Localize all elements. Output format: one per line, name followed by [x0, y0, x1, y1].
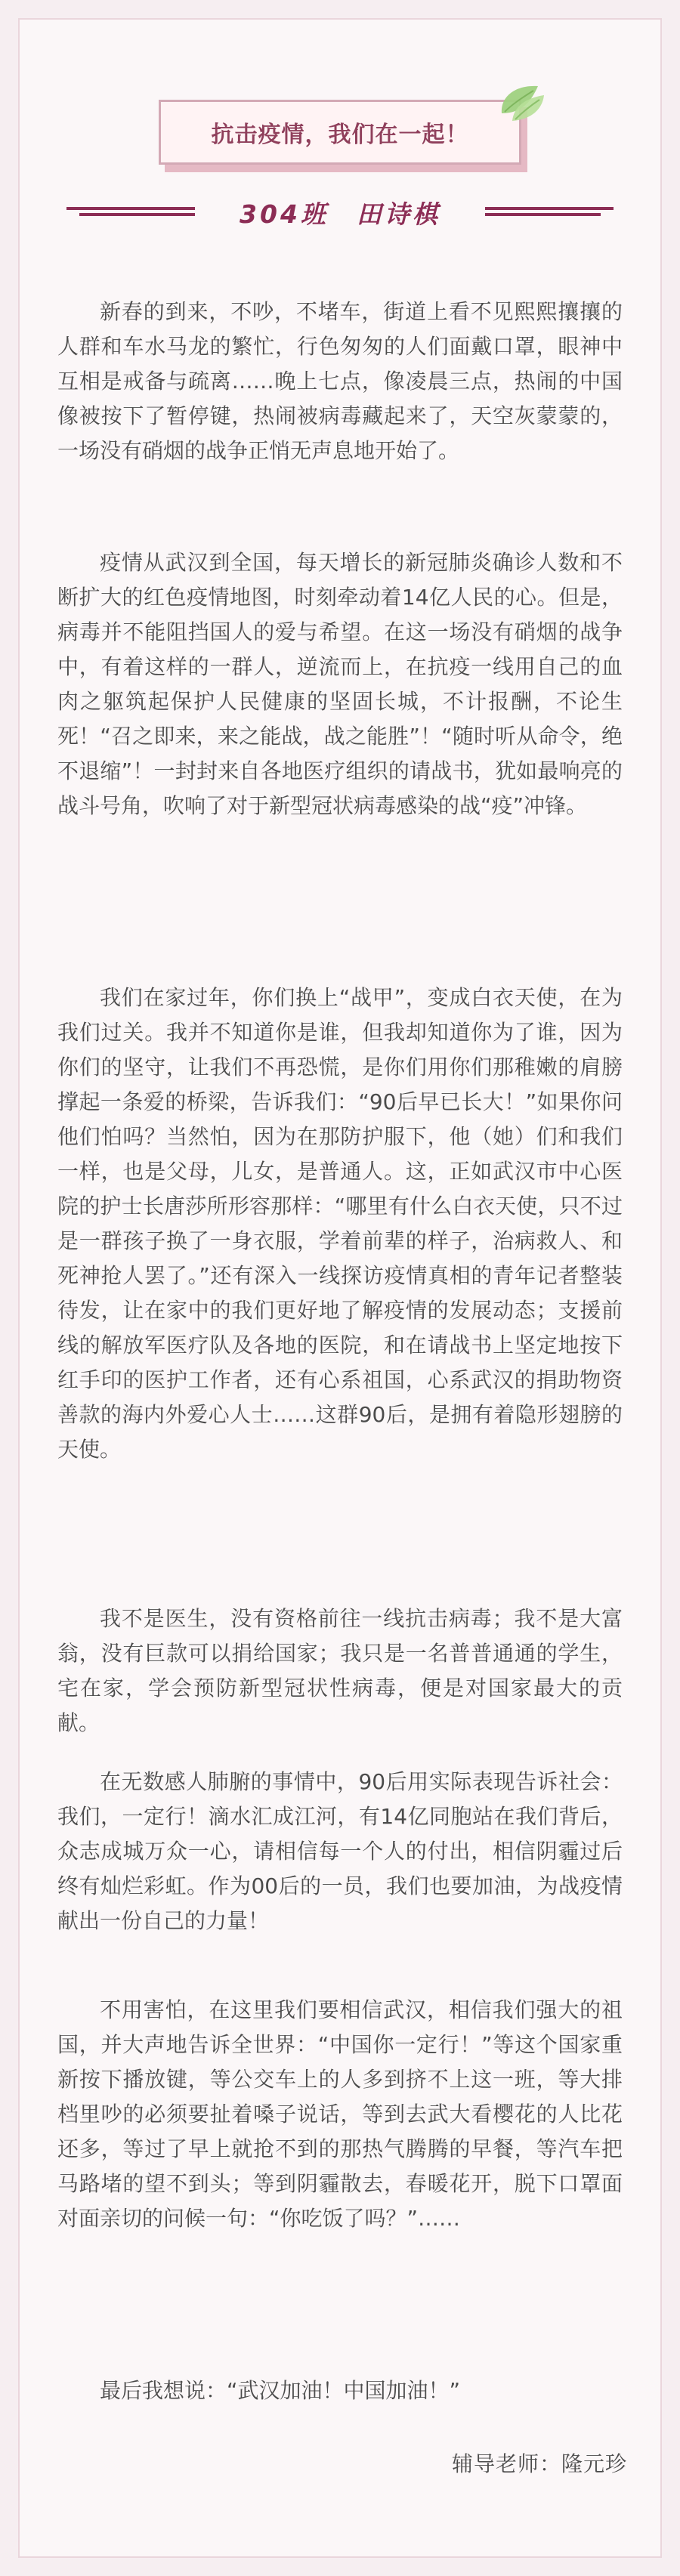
paragraph-1: 新春的到来，不吵，不堵车，街道上看不见熙熙攘攘的人群和车水马龙的繁忙，行色匆匆的人们面戴口罩，眼神中互相是戒备与疏离……晚上七点，像凌晨三点，热闹的中国像被按下了暂停键，热闹被病毒藏起来了，天空灰蒙蒙的，一场没有硝烟的战争正悄无声息地开始了。 [57, 299, 623, 463]
paragraph-4: 我不是医生，没有资格前往一线抗击病毒；我不是大富翁，没有巨款可以捐给国家；我只是一名普普通通的学生，宅在家，学会预防新型冠状性病毒，便是对国家最大的贡献。 [57, 1606, 623, 1735]
teacher-credit: 辅导老师：隆元珍 [451, 2451, 627, 2476]
page-title: 抗击疫情，我们在一起！ [211, 122, 469, 148]
paragraph-7: 最后我想说：“武汉加油！中国加油！” [100, 2378, 461, 2403]
left-decoration [66, 207, 195, 222]
author-row [66, 196, 614, 233]
author-name: 304班 田诗棋 [240, 199, 440, 229]
paragraph-2: 疫情从武汉到全国，每天增长的新冠肺炎确诊人数和不断扩大的红色疫情地图，时刻牵动着14亿人民的心。但是，病毒并不能阻挡国人的爱与希望。在这一场没有硝烟的战争中，有着这样的一群人，逆流而上，在抗疫一线用自己的血肉之躯筑起保护人民健康的坚固长城，不计报酬，不论生死！“召之即来，来之能战，战之能胜”！“随时听从命令，绝不退缩”！一封封来自各地医疗组织的请战书，犹如最响亮的战斗号角，吹响了对于新型冠状病毒感染的战“疫”冲锋。 [57, 550, 623, 818]
paragraph-3: 我们在家过年，你们换上“战甲”，变成白衣天使，在为我们过关。我并不知道你是谁，但我却知道你为了谁，因为你们的坚守，让我们不再恐慌，是你们用你们那稚嫩的肩膀撑起一条爱的桥梁，告诉我们：“90后早已长大！”如果你问他们怕吗？当然怕，因为在那防护服下，他（她）们和我们一样，也是父母，儿女，是普通人。这，正如武汉市中心医院的护士长唐莎所形容那样：“哪里有什么白衣天使，只不过是一群孩子换了一身衣服，学着前辈的样子，治病救人、和死神抢人罢了。”还有深入一线探访疫情真相的青年记者整装待发，让在家中的我们更好地了解疫情的发展动态；支援前线的解放军医疗队及各地的医院，和在请战书上坚定地按下红手印的医护工作者，还有心系祖国，心系武汉的捐助物资善款的海内外爱心人士……这群90后，是拥有着隐形翅膀的天使。 [57, 985, 623, 1462]
title-banner [159, 100, 521, 165]
paragraph-5: 在无数感人肺腑的事情中，90后用实际表现告诉社会：我们，一定行！滴水汇成江河，有14亿同胞站在我们背后，众志成城万众一心，请相信每一个人的付出，相信阴霾过后终有灿烂彩虹。作为00后的一员，我们也要加油，为战疫情献出一份自己的力量！ [57, 1769, 623, 1933]
leaf-icon [493, 79, 552, 127]
paragraph-6: 不用害怕，在这里我们要相信武汉，相信我们强大的祖国，并大声地告诉全世界：“中国你一定行！”等这个国家重新按下播放键，等公交车上的人多到挤不上这一班，等大排档里吵的必须要扯着嗓子说话，等到去武大看樱花的人比花还多，等过了早上就抢不到的那热气腾腾的早餐，等汽车把马路堵的望不到头；等到阴霾散去，春暖花开，脱下口罩面对面亲切的问候一句：“你吃饭了吗？”…… [57, 1997, 623, 2231]
right-decoration [485, 207, 614, 222]
